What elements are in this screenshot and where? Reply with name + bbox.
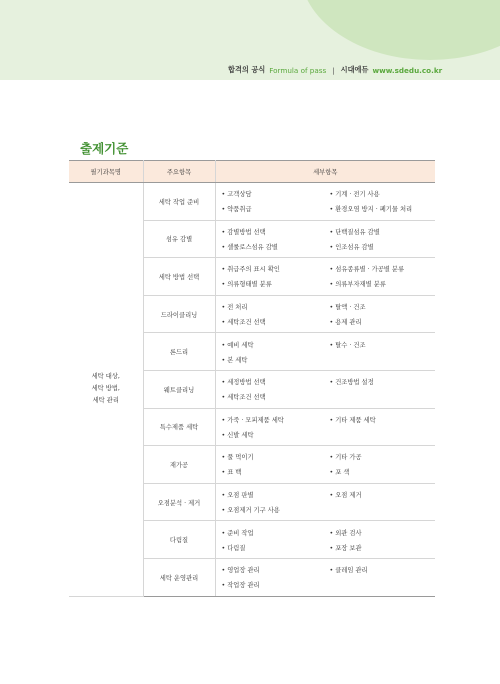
detail-item: • 세정방법 선택 [221,379,266,387]
detail-item: • 탈액 · 건조 [329,304,366,312]
tagline-en: Formula of pass [269,65,327,75]
detail-item: • 작업장 관리 [221,582,260,590]
detail-item: • 고객상담 [221,191,252,199]
detail-items-cell [215,220,435,258]
detail-item: • 세탁조건 선택 [221,319,266,327]
detail-item: • 전 처리 [221,304,248,312]
detail-item: • 용제 관리 [329,319,362,327]
detail-item: • 오점 판별 [221,492,254,500]
main-item-cell: 다림질 [143,521,215,559]
detail-item: • 섬유종류별 · 가공별 분류 [329,266,405,274]
detail-items-grid [222,377,436,401]
main-item-cell: 세탁 방법 선택 [143,258,215,296]
main-item-cell: 섬유 감별 [143,220,215,258]
main-item-cell: 세탁 운영관리 [143,558,215,596]
table-header-row [69,161,435,183]
main-item-cell: 론드리 [143,333,215,371]
detail-item: • 오점제거 기구 사용 [221,507,280,515]
detail-item: • 신발 세탁 [221,431,254,439]
detail-item: • 오점 제거 [329,492,362,500]
detail-item: • 세탁조건 선택 [221,394,266,402]
detail-items-cell [215,370,435,408]
detail-items-grid [222,452,436,476]
detail-items-cell [215,258,435,296]
detail-item: • 가죽 · 모피제품 세탁 [221,416,284,424]
detail-items-grid [222,490,436,514]
main-item-cell: 재가공 [143,446,215,484]
detail-items-cell [215,483,435,521]
detail-items-grid [222,415,436,439]
header-main-item: 주요항목 [143,161,215,183]
detail-item: • 환경오염 방지 · 폐기물 처리 [329,206,413,214]
detail-item: • 단백질섬유 감별 [329,228,380,236]
detail-items-cell [215,333,435,371]
detail-items-cell [215,558,435,596]
detail-items-grid [222,340,436,364]
detail-items-cell [215,408,435,446]
header-separator: | [332,65,335,75]
detail-item: • 영업장 관리 [221,567,260,575]
publisher-name: 시대에듀 [340,65,369,74]
detail-item: • 포 색 [329,469,350,477]
detail-item: • 클레임 관리 [329,567,368,575]
exam-criteria-table [69,160,435,597]
detail-item: • 기타 제품 세탁 [329,416,376,424]
detail-items-grid [222,189,436,213]
detail-item: • 기타 가공 [329,454,362,462]
detail-items-grid [222,528,436,552]
detail-item: • 예비 세탁 [221,341,254,349]
detail-items-cell [215,295,435,333]
detail-item: • 셀룰로스섬유 감별 [221,243,278,251]
detail-item: • 감별방법 선택 [221,228,266,236]
subject-cell: 세탁 대상, 세탁 방법, 세탁 관리 [69,183,143,597]
table-row [69,183,435,221]
header-subject: 필기과목명 [69,161,143,183]
detail-item: • 의류형태별 분류 [221,281,272,289]
main-item-cell: 드라이클리닝 [143,295,215,333]
header-detail-item: 세부항목 [215,161,435,183]
detail-item: • 본 세탁 [221,356,248,364]
detail-item: • 풀 먹이기 [221,454,254,462]
detail-item: • 건조방법 설정 [329,379,374,387]
detail-items-grid [222,565,436,589]
detail-item: • 약품취급 [221,206,252,214]
detail-item: • 외관 검사 [329,529,362,537]
main-item-cell: 오점분석 · 제거 [143,483,215,521]
detail-items-cell [215,183,435,221]
header-bar [228,60,458,80]
detail-item: • 표 백 [221,469,242,477]
main-item-cell: 특수제품 세탁 [143,408,215,446]
detail-items-cell [215,446,435,484]
detail-items-grid [222,264,436,288]
detail-item: • 포장 보관 [329,544,362,552]
section-title: 출제기준 [80,141,129,156]
detail-items-cell [215,521,435,559]
tagline-ko: 합격의 공식 [228,65,266,74]
publisher-url[interactable]: www.sdedu.co.kr [372,65,443,75]
detail-item: • 다림질 [221,544,246,552]
detail-item: • 준비 작업 [221,529,254,537]
main-item-cell: 웨트클리닝 [143,370,215,408]
detail-item: • 기계 · 전기 사용 [329,191,380,199]
detail-item: • 의류부자재별 분류 [329,281,386,289]
detail-item: • 인조섬유 감별 [329,243,374,251]
detail-item: • 탈수 · 건조 [329,341,366,349]
detail-item: • 취급주의 표시 확인 [221,266,280,274]
detail-items-grid [222,227,436,251]
main-item-cell: 세탁 작업 준비 [143,183,215,221]
detail-items-grid [222,302,436,326]
